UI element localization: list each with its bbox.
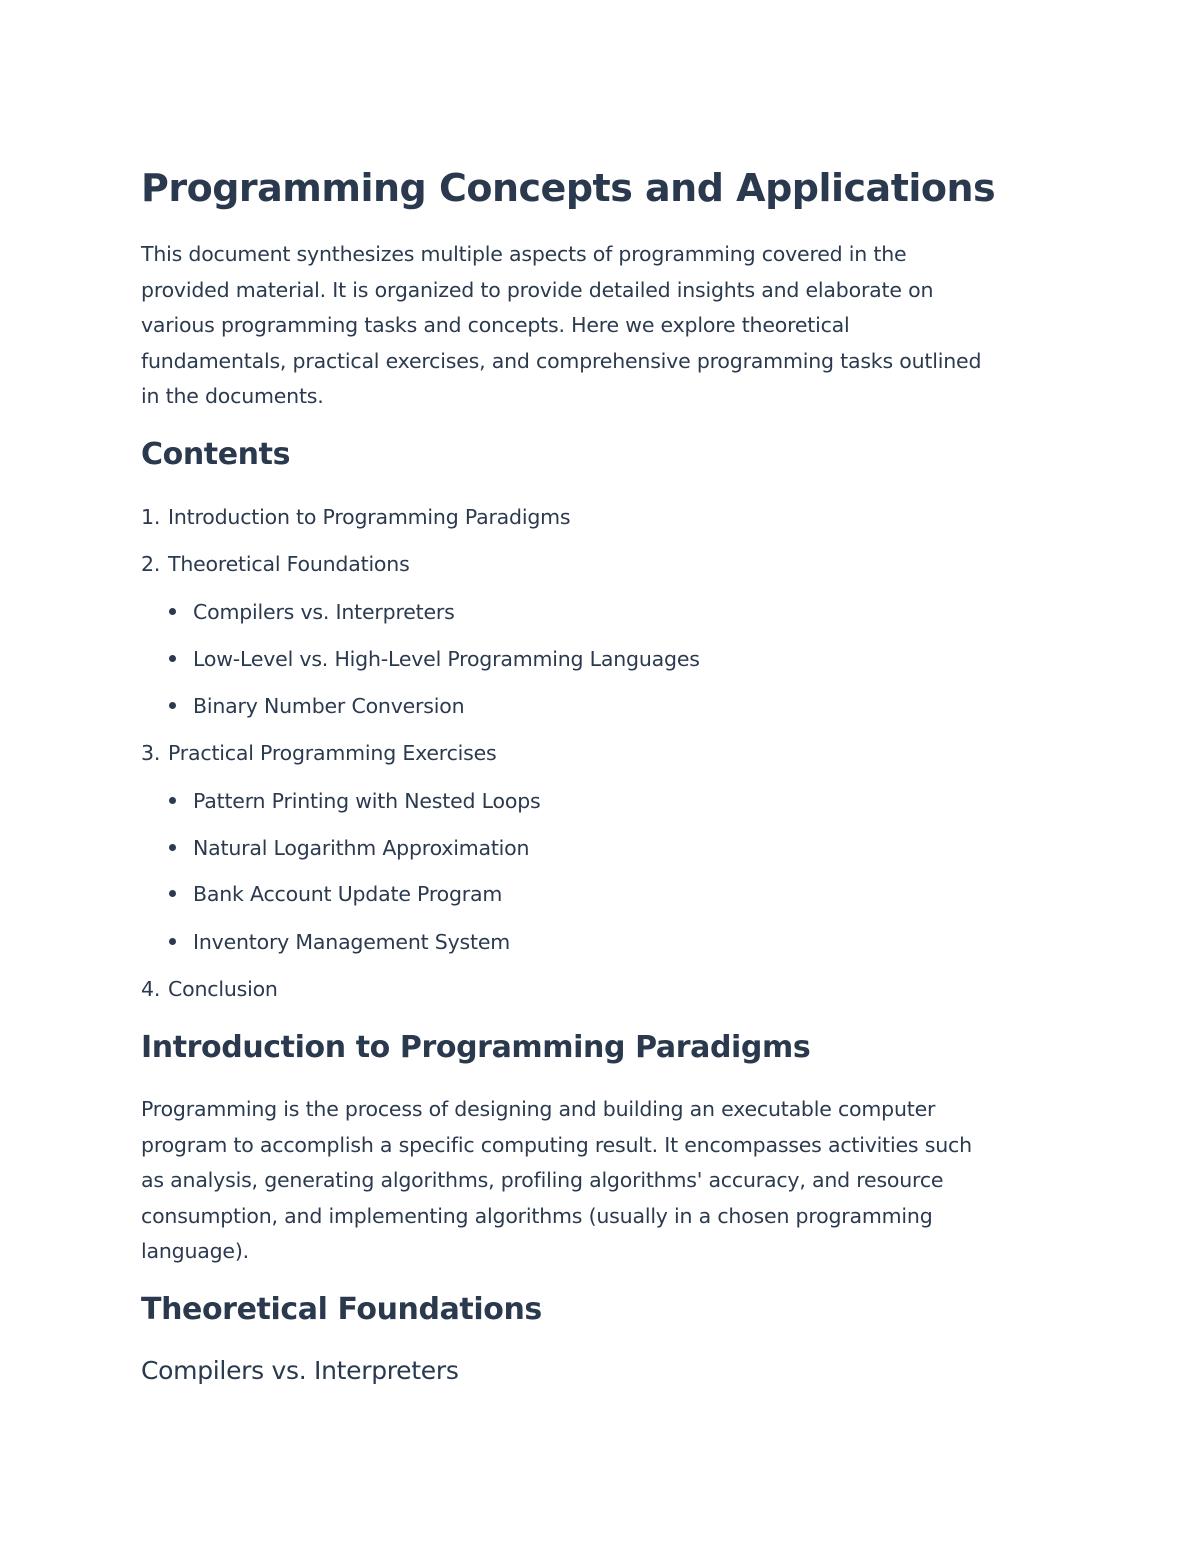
toc-sub-label: Pattern Printing with Nested Loops xyxy=(193,789,541,813)
toc-item xyxy=(141,977,278,1001)
bullet-icon xyxy=(169,655,176,662)
bullet-icon xyxy=(169,702,176,709)
toc-number: 3. xyxy=(141,741,161,765)
toc-label: Theoretical Foundations xyxy=(168,552,410,576)
paragraph-line: as analysis, generating algorithms, profiling algorithms' accuracy, and resource xyxy=(141,1168,944,1192)
bullet-icon xyxy=(169,844,176,851)
bullet-icon xyxy=(169,890,176,897)
paragraph-line: language). xyxy=(141,1239,249,1263)
toc-subitem xyxy=(169,789,541,813)
toc-subitem xyxy=(169,882,502,906)
paragraph-line: program to accomplish a specific computing result. It encompasses activities such xyxy=(141,1132,972,1157)
paragraph-line: Programming is the process of designing and building an executable computer xyxy=(141,1097,936,1121)
intro-line: provided material. It is organized to provide detailed insights and elaborate on xyxy=(141,277,934,302)
section-heading-theory: Theoretical Foundations xyxy=(141,1292,542,1327)
toc-sub-label: Bank Account Update Program xyxy=(193,882,503,906)
intro-line: fundamentals, practical exercises, and comprehensive programming tasks outlined xyxy=(141,348,982,373)
toc-number: 1. xyxy=(141,505,161,529)
toc-sub-label: Inventory Management System xyxy=(193,930,511,954)
intro-line: in the documents. xyxy=(141,384,324,408)
section-intro-paragraph xyxy=(141,1092,1061,1270)
toc-subitem xyxy=(169,600,455,624)
contents-heading: Contents xyxy=(141,437,291,472)
toc-item xyxy=(141,505,570,529)
intro-line: various programming tasks and concepts. Here we explore theoretical xyxy=(141,313,850,337)
subsection-heading: Compilers vs. Interpreters xyxy=(141,1356,459,1385)
toc-label: Practical Programming Exercises xyxy=(168,741,497,765)
toc-sub-label: Natural Logarithm Approximation xyxy=(193,836,530,860)
toc-number: 4. xyxy=(141,977,161,1001)
intro-paragraph xyxy=(141,237,1061,415)
toc-subitem xyxy=(169,930,510,954)
paragraph-line: consumption, and implementing algorithms (usually in a chosen programming xyxy=(141,1203,933,1228)
section-heading-intro: Introduction to Programming Paradigms xyxy=(141,1030,811,1065)
toc-sub-label: Compilers vs. Interpreters xyxy=(193,600,455,624)
toc-subitem xyxy=(169,647,700,671)
toc-subitem xyxy=(169,836,529,860)
document-title: Programming Concepts and Applications xyxy=(141,166,996,210)
bullet-icon xyxy=(169,938,176,945)
toc-subitem xyxy=(169,694,464,718)
toc-item xyxy=(141,552,410,576)
toc-item xyxy=(141,741,497,765)
bullet-icon xyxy=(169,608,176,615)
toc-number: 2. xyxy=(141,552,161,576)
toc-label: Conclusion xyxy=(168,977,278,1001)
intro-line: This document synthesizes multiple aspects of programming covered in the xyxy=(141,242,907,266)
toc-label: Introduction to Programming Paradigms xyxy=(168,505,571,529)
bullet-icon xyxy=(169,797,176,804)
toc-sub-label: Low-Level vs. High-Level Programming Languages xyxy=(193,647,700,671)
toc-sub-label: Binary Number Conversion xyxy=(193,694,465,718)
